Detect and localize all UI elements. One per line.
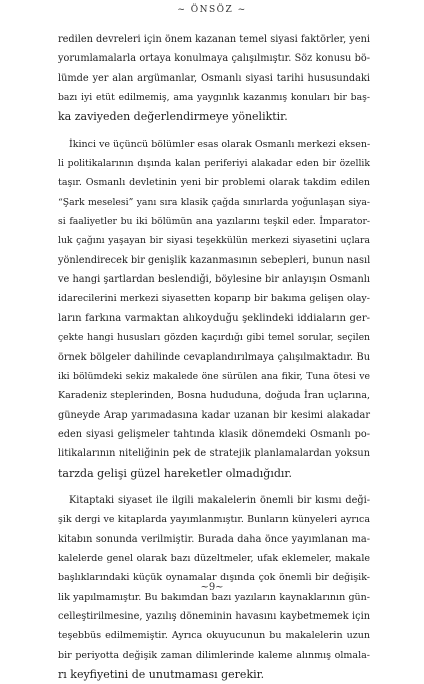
text-line: taşır. Osmanlı devletinin yeni bir problemi olarak takdim edilen (58, 177, 370, 189)
text-line: Kitaptaki siyaset ile ilgili makalelerin önemli bir kısmı deği- (69, 494, 370, 506)
text-line: bir periyotta değişik zaman dilimlerinde kaleme alınmış olmala- (58, 649, 370, 661)
text-line: güneyde Arap yarımadasına kadar uzanan bir kesimi alakadar (58, 409, 370, 421)
text-line: Karadeniz steplerinden, Bosna hududuna, doğuda İran uçlarına, (58, 390, 370, 402)
text-line: kitabın sonunda verilmiştir. Burada daha önce yayımlanan ma- (58, 533, 370, 545)
text-line: iki bölümdeki sekiz makalede öne sürülen ana fikir, Tuna ötesi ve (58, 370, 370, 382)
text-line: lümde yer alan argümanlar, Osmanlı siyasi tarihi hususundaki (58, 72, 370, 84)
text-line: tarzda gelişi güzel hareketler olmadığıdır. (58, 466, 292, 480)
text-line: rı keyfiyetini de unutmaması gerekir. (58, 668, 265, 681)
running-header: ~ ÖNSÖZ ~ (177, 5, 247, 15)
text-line: si faaliyetler bu iki bölümün ana yazılarını teşkil eder. İmparator- (58, 216, 370, 228)
text-line: şik dergi ve kitaplarda yayımlanmıştır. Bunların künyeleri ayrıca (58, 514, 370, 526)
page-number: ~9~ (200, 582, 224, 593)
text-line: redilen devreleri için önem kazanan temel siyasi faktörler, yeni (58, 34, 370, 45)
text-line: örnek bölgeler dahilinde cevaplandırılmaya çalışılmaktadır. Bu (58, 351, 370, 363)
text-line: ka zaviyeden değerlendirmeye yöneliktir. (58, 110, 288, 124)
text-line: luk çağını yaşayan bir siyasi teşekkülün merkezi siyasetini uçlara (58, 235, 370, 247)
text-line: “Şark meselesi” yanı sıra klasik çağda sınırlarda yoğunlaşan siya- (58, 196, 370, 208)
text-line: ların farkına varmaktan alıkoyduğu şeklindeki iddiaların ger- (58, 312, 370, 324)
text-line: li politikalarının dışında kalan periferiyi alakadar eden bir özellik (58, 158, 370, 170)
text-line: ve hangi şartlardan beslendiği, böylesine bir anlayışın Osmanlı (58, 274, 370, 286)
paragraph-1 (58, 30, 370, 127)
text-line: İkinci ve üçüncü bölümler esas olarak Osmanlı merkezi eksen- (69, 138, 371, 150)
text-line: yönlendirecek bir genişlik kazanmasının sebepleri, bunun nasıl (58, 254, 371, 266)
text-line: kalelerde genel olarak bazı düzeltmeler, ufak eklemeler, makale (58, 552, 370, 564)
text-line: bazı iyi etüt edilmemiş, ama yaygınlık kazanmış konuları bir baş- (58, 92, 370, 104)
text-line: başlıklarındaki küçük oynamalar dışında çok önemli bir değişik- (58, 572, 370, 584)
paragraph-2 (58, 135, 370, 483)
text-line: teşebbüs edilmemiştir. Ayrıca okuyucunun bu makalelerin uzun (58, 630, 370, 642)
text-line: celleştirilmesine, yazılış döneminin havasını kaybetmemek için (58, 610, 370, 622)
text-line: eden siyasi gelişmeler tahtında klasik dönemdeki Osmanlı po- (58, 428, 370, 440)
text-line: lik yapılmamıştır. Bu bakımdan bazı yazıların kaynaklarının gün- (58, 591, 370, 603)
text-line: litikalarının niteliğinin pek de stratejik planlamalardan yoksun (58, 448, 370, 460)
text-line: yorumlamalarla ortaya konulmaya çalışılmıştır. Söz konusu bö- (58, 53, 370, 65)
text-line: çekte hangi hususları gözden kaçırdığı gibi temel sorular, seçilen (58, 332, 370, 344)
text-line: idarecilerini merkezi siyasetten koparıp bir bakıma gelişen olay- (58, 293, 370, 305)
